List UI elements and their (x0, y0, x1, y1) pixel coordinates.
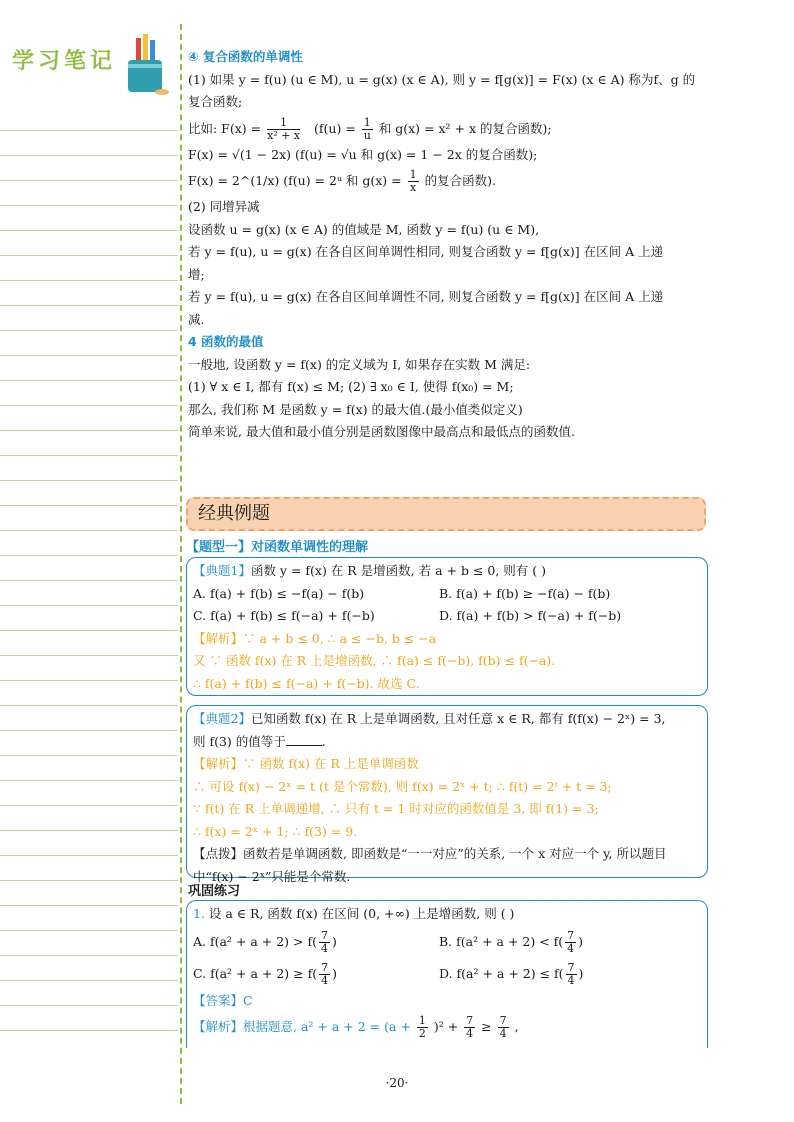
example-1-options-row-1 (193, 583, 701, 606)
answer-blank (286, 745, 322, 746)
practice-options-row-1 (193, 926, 701, 958)
notes-title: 学习笔记 (12, 49, 117, 74)
example-1-box (186, 557, 708, 696)
page-number: ·20· (385, 1076, 409, 1090)
max-line-3: 那么, 我们称 M 是函数 y = f(x) 的最大值.(最小值类似定义) (188, 401, 523, 417)
example-line-1: 比如: F(x) = $\frac{1}{\text{x² + x}}$ (f(u) = $\frac{1}{u}$ 和 g(x) = x² + x 的复合函数); (188, 115, 552, 142)
question-type-heading: 【题型一】对函数单调性的理解 (186, 540, 369, 555)
pencil-cup-icon (118, 34, 170, 96)
example-1-solution-3: ∴ f(a) + f(b) ≤ f(−a) + f(−b). 故选 C. (193, 675, 420, 691)
example-2-solution-3: ∵ f(t) 在 R 上单调递增, ∴ 只有 t = 1 时对应的函数值是 3, 即 f(1) = 3; (193, 801, 599, 816)
example-2-solution-4: ∴ f(x) = 2ˣ + 1; ∴ f(3) = 9. (193, 823, 358, 839)
margin-divider (180, 24, 182, 1104)
example-line-2: F(x) = √(1 − 2x) (f(u) = √u 和 g(x) = 1 − 2x 的复合函数); (188, 146, 538, 162)
option-a: A. f(a) + f(b) ≤ −f(a) − f(b) (193, 585, 365, 601)
rule-line-3: 增; (188, 266, 205, 282)
rule-line-4: 若 y = f(u), u = g(x) 在各自区间单调性不同, 则复合函数 y = f[g(x)] 在区间 A 上递 (188, 289, 664, 304)
option-d: D. f(a) + f(b) > f(−a) + f(−b) (439, 608, 622, 623)
practice-solution: 【解析】根据题意, a² + a + 2 = (a + $\frac{1}{2}$ )² + $\frac{7}{4}$ ≥ $\frac{7}{4}$ , (193, 1014, 519, 1040)
example-2-question-2: 则 f(3) 的值等于 . (193, 733, 326, 749)
classic-examples-banner: 经典例题 (186, 497, 706, 531)
rule-title: (2) 同增异减 (188, 199, 260, 214)
notes-sidebar (0, 0, 180, 1122)
example-1-solution-2: 又 ∵ 函数 f(x) 在 R 上是增函数, ∴ f(a) ≤ f(−b), f(b) ≤ f(−a). (193, 653, 556, 668)
rule-line-2: 若 y = f(u), u = g(x) 在各自区间单调性相同, 则复合函数 y = f[g(x)] 在区间 A 上递 (188, 244, 664, 259)
max-line-4: 简单来说, 最大值和最小值分别是函数图像中最高点和最低点的函数值. (188, 424, 575, 439)
example-2-tip-2: 中“f(x) − 2ˣ”只能是个常数. (193, 868, 351, 884)
example-1-options-row-2 (193, 605, 701, 628)
main-content (188, 46, 710, 444)
practice-answer: 【答案】C (193, 992, 253, 1008)
example-1-tag: 【典题1】 (193, 563, 251, 578)
practice-option-c: C. f(a² + a + 2) ≥ f( $\frac{7}{4}$ ) (193, 960, 337, 987)
example-2-solution-2: ∴ 可设 f(x) − 2ˣ = t (t 是个常数), 则 f(x) = 2ˣ + t; ∴ f(t) = 2ᵗ + t = 3; (193, 778, 612, 794)
def-line-1: (1) 如果 y = f(u) (u ∈ M), u = g(x) (x ∈ A), 则 y = f[g(x)] = F(x) (x ∈ A) 称为f、g 的 (188, 71, 696, 87)
practice-tag: 1. (193, 906, 205, 921)
def-line-2: 复合函数; (188, 94, 243, 109)
example-2-question-1: 【典题2】已知函数 f(x) 在 R 上是单调函数, 且对任意 x ∈ R, 都有 f(f(x) − 2ˣ) = 3, (193, 711, 666, 726)
practice-option-a: A. f(a² + a + 2) > f( $\frac{7}{4}$ ) (193, 928, 337, 955)
example-2-box (186, 705, 708, 884)
practice-option-b: B. f(a² + a + 2) < f( $\frac{7}{4}$ ) (439, 928, 584, 955)
practice-heading: 巩固练习 (188, 884, 241, 899)
rule-line-5: 减. (188, 311, 205, 327)
example-1-solution-1: 【解析】∵ a + b ≤ 0, ∴ a ≤ −b, b ≤ −a (193, 630, 437, 646)
practice-option-d: D. f(a² + a + 2) ≤ f( $\frac{7}{4}$ ) (439, 960, 584, 987)
heading-composite-monotonic: ④ 复合函数的单调性 (188, 49, 303, 64)
example-2-tip-1: 【点拨】函数若是单调函数, 即函数是“一一对应”的关系, 一个 x 对应一个 y, 所以题目 (193, 846, 667, 861)
example-1-question: 【典题1】函数 y = f(x) 在 R 是增函数, 若 a + b ≤ 0, 则有 ( ) (193, 563, 546, 578)
practice-options-row-2 (193, 958, 701, 990)
rule-line-1: 设函数 u = g(x) (x ∈ A) 的值域是 M, 函数 y = f(u) (u ∈ M), (188, 221, 540, 237)
max-line-2: (1) ∀ x ∈ I, 都有 f(x) ≤ M; (2) ∃ x₀ ∈ I, 使得 f(x₀) = M; (188, 379, 514, 394)
example-2-tag: 【典题2】 (193, 711, 251, 726)
max-line-1: 一般地, 设函数 y = f(x) 的定义域为 I, 如果存在实数 M 满足: (188, 356, 531, 372)
option-b: B. f(a) + f(b) ≥ −f(a) − f(b) (439, 585, 611, 601)
heading-function-max: 4 函数的最值 (188, 334, 264, 349)
practice-question: 1. 设 a ∈ R, 函数 f(x) 在区间 (0, +∞) 上是增函数, 则 ( ) (193, 906, 515, 921)
practice-box (186, 900, 708, 1048)
example-2-solution-1: 【解析】∵ 函数 f(x) 在 R 上是单调函数 (193, 756, 419, 771)
example-line-3: F(x) = 2^(1/x) (f(u) = 2ᵘ 和 g(x) = $\frac{1}{x}$ 的复合函数). (188, 168, 496, 194)
option-c: C. f(a) + f(b) ≤ f(−a) + f(−b) (193, 608, 375, 623)
